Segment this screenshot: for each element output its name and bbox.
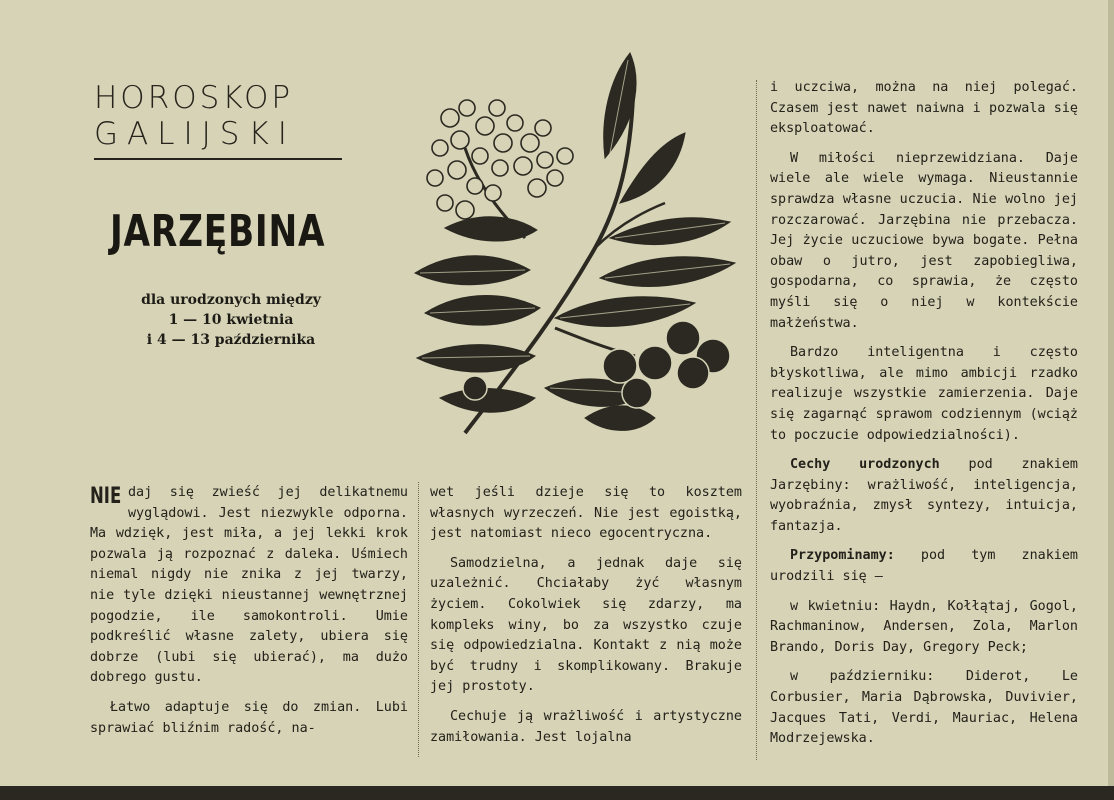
col3-lead-reminder: Przypominamy: — [790, 548, 895, 564]
dates-april: 1 — 10 kwietnia — [168, 312, 294, 328]
paper-bottom-edge — [0, 786, 1114, 800]
col3-paragraph-2: W miłości nieprzewidziana. Daje wiele ale wiele wymaga. Nieustannie sprawdza własne uczucia. Nie wolno jej rozczarować. Jarzębina nie przebacza. Jej życie uczuciowe bywa bogate. Pełna obaw o jutro, jest zapobiegliwa, gospodarna, co sprawia, że często myśli się o niej w kontekście małżeństwa. — [770, 150, 1078, 331]
dates-october: i 4 — 13 października — [146, 332, 316, 348]
article-column-2 — [430, 483, 742, 757]
paper-edge — [1108, 0, 1114, 800]
rowan-branch-icon — [405, 38, 755, 443]
col3-paragraph-1: i uczciwa, można na niej polegać. Czasem jest nawet naiwna i pozwala się eksploatować. — [770, 80, 1078, 137]
col3-paragraph-4: pod znakiem Jarzębiny: wrażliwość, inteligencja, wyobraźnia, zmysł syntezy, intuicja, fantazja. — [770, 457, 1078, 534]
column-divider-1 — [418, 482, 419, 757]
col2-paragraph-3: Cechuje ją wrażliwość i artystyczne zamiłowania. Jest lojalna — [430, 708, 742, 745]
col2-paragraph-2: Samodzielna, a jednak daje się uzależnić. Chciałaby żyć własnym życiem. Cokolwiek się zdarzy, ma kompleks winy, bo za wszystko czuje się odpowiedzialna. Kontakt z nią może być trudny i skomplikowany. Brakuje jej prostoty. — [430, 555, 742, 695]
col3-paragraph-7: w październiku: Diderot, Le Corbusier, Maria Dąbrowska, Duvivier, Jacques Tati, Verdi, Mauriac, Helena Modrzejewska. — [770, 669, 1078, 747]
dates-intro: dla urodzonych między — [141, 292, 321, 308]
col1-paragraph-2: Łatwo adaptuje się do zmian. Lubi sprawiać bliźnim radość, na- — [90, 699, 408, 736]
article-column-1 — [90, 483, 408, 748]
page-title: JARZĘBINA — [110, 206, 326, 257]
birth-dates — [96, 290, 366, 350]
col3-paragraph-3: Bardzo inteligentna i często błyskotliwa, ale mimo ambicji rzadko realizuje wszystkie zamierzenia. Daje się zagarnąć sprawom codziennym (wciąż to poczucie odpowiedzialności). — [770, 345, 1078, 443]
col3-paragraph-6: w kwietniu: Haydn, Kołłątaj, Gogol, Rachmaninow, Andersen, Zola, Marlon Brando, Doris Day, Gregory Peck; — [770, 598, 1078, 655]
article-column-3 — [770, 78, 1078, 759]
masthead-line-2: GALIJSKI — [94, 116, 296, 152]
col3-paragraph-5: pod tym znakiem urodzili się — — [770, 548, 1078, 585]
masthead-line-1: HOROSKOP — [94, 80, 294, 116]
column-divider-2 — [756, 80, 757, 760]
col3-lead-traits: Cechy urodzonych — [790, 457, 940, 473]
col1-paragraph-1: daj się zwieść jej delikatnemu wyglądowi. Jest niezwykle odporna. Ma wdzięk, jest miła, a jej lekki krok pozwala ją rozpoznać z daleka. Uśmiech niemal nigdy nie znika z jej twarzy, nie tyle dzięki nieustannej wewnętrznej pogodzie, ile samokontroli. Umie podkreślić własne zalety, ubiera się dobrze (lubi się ubierać), ma dużo dobrego gustu. — [90, 485, 408, 686]
masthead — [94, 80, 346, 160]
col2-paragraph-1: wet jeśli dzieje się to kosztem własnych wyrzeczeń. Nie jest egoistką, jest natomiast nieco egocentryczna. — [430, 485, 742, 542]
masthead-rule — [94, 158, 342, 160]
dropcap: NIE — [90, 484, 122, 509]
